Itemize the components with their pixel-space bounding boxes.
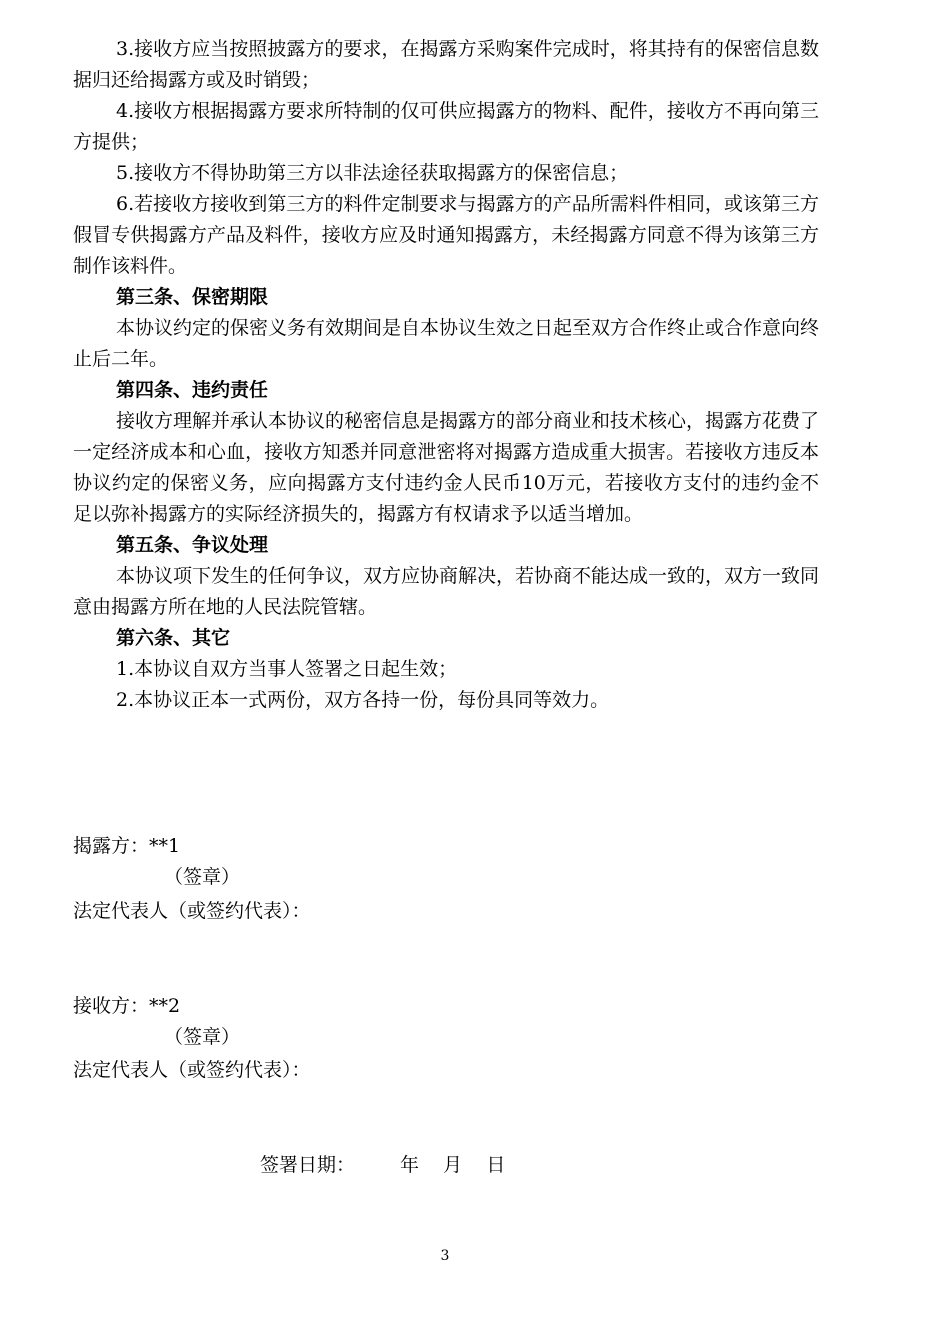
article-3-body: 本协议约定的保密义务有效期间是自本协议生效之日起至双方合作终止或合作意向终止后二年。	[73, 317, 820, 370]
receiver-label: 接收方：**2	[73, 995, 181, 1017]
clause-item-6: 6.若接收方接收到第三方的料件定制要求与揭露方的产品所需料件相同，或该第三方假冒专供揭露方产品及料件，接收方应及时通知揭露方，未经揭露方同意不得为该第三方制作该料件。	[73, 193, 819, 277]
article-6-item-1: 1.本协议自双方当事人签署之日起生效；	[116, 658, 458, 680]
discloser-representative: 法定代表人（或签约代表）：	[73, 900, 311, 922]
article-5-body: 本协议项下发生的任何争议，双方应协商解决，若协商不能达成一致的，双方一致同意由揭露方所在地的人民法院管辖。	[73, 565, 820, 618]
discloser-label: 揭露方：**1	[73, 835, 181, 857]
page-number: 3	[440, 1248, 450, 1264]
receiver-representative: 法定代表人（或签约代表）：	[73, 1059, 311, 1081]
article-5-heading: 第五条、争议处理	[116, 534, 269, 556]
article-4-heading: 第四条、违约责任	[116, 379, 269, 401]
signing-date-label: 签署日期：	[260, 1154, 356, 1176]
article-6-heading: 第六条、其它	[116, 627, 231, 649]
clause-item-3: 3.接收方应当按照披露方的要求，在揭露方采购案件完成时，将其持有的保密信息数据归还给揭露方或及时销毁；	[73, 38, 819, 91]
document-body	[73, 34, 819, 716]
signing-date-blanks: 年 月 日	[400, 1154, 506, 1176]
clause-item-4: 4.接收方根据揭露方要求所特制的仅可供应揭露方的物料、配件，接收方不再向第三方提供；	[73, 100, 819, 153]
clause-item-5: 5.接收方不得协助第三方以非法途径获取揭露方的保密信息；	[116, 162, 629, 184]
discloser-seal: （签章）	[164, 866, 241, 888]
receiver-seal: （签章）	[164, 1026, 241, 1048]
article-6-item-2: 2.本协议正本一式两份，双方各持一份，每份具同等效力。	[116, 689, 610, 711]
article-3-heading: 第三条、保密期限	[116, 286, 269, 308]
article-4-body: 接收方理解并承认本协议的秘密信息是揭露方的部分商业和技术核心，揭露方花费了一定经济成本和心血，接收方知悉并同意泄密将对揭露方造成重大损害。若接收方违反本协议约定的保密义务，应向揭露方支付违约金人民币10万元，若接收方支付的违约金不足以弥补揭露方的实际经济损失的，揭露方有权请求予以适当增加。	[73, 410, 820, 525]
